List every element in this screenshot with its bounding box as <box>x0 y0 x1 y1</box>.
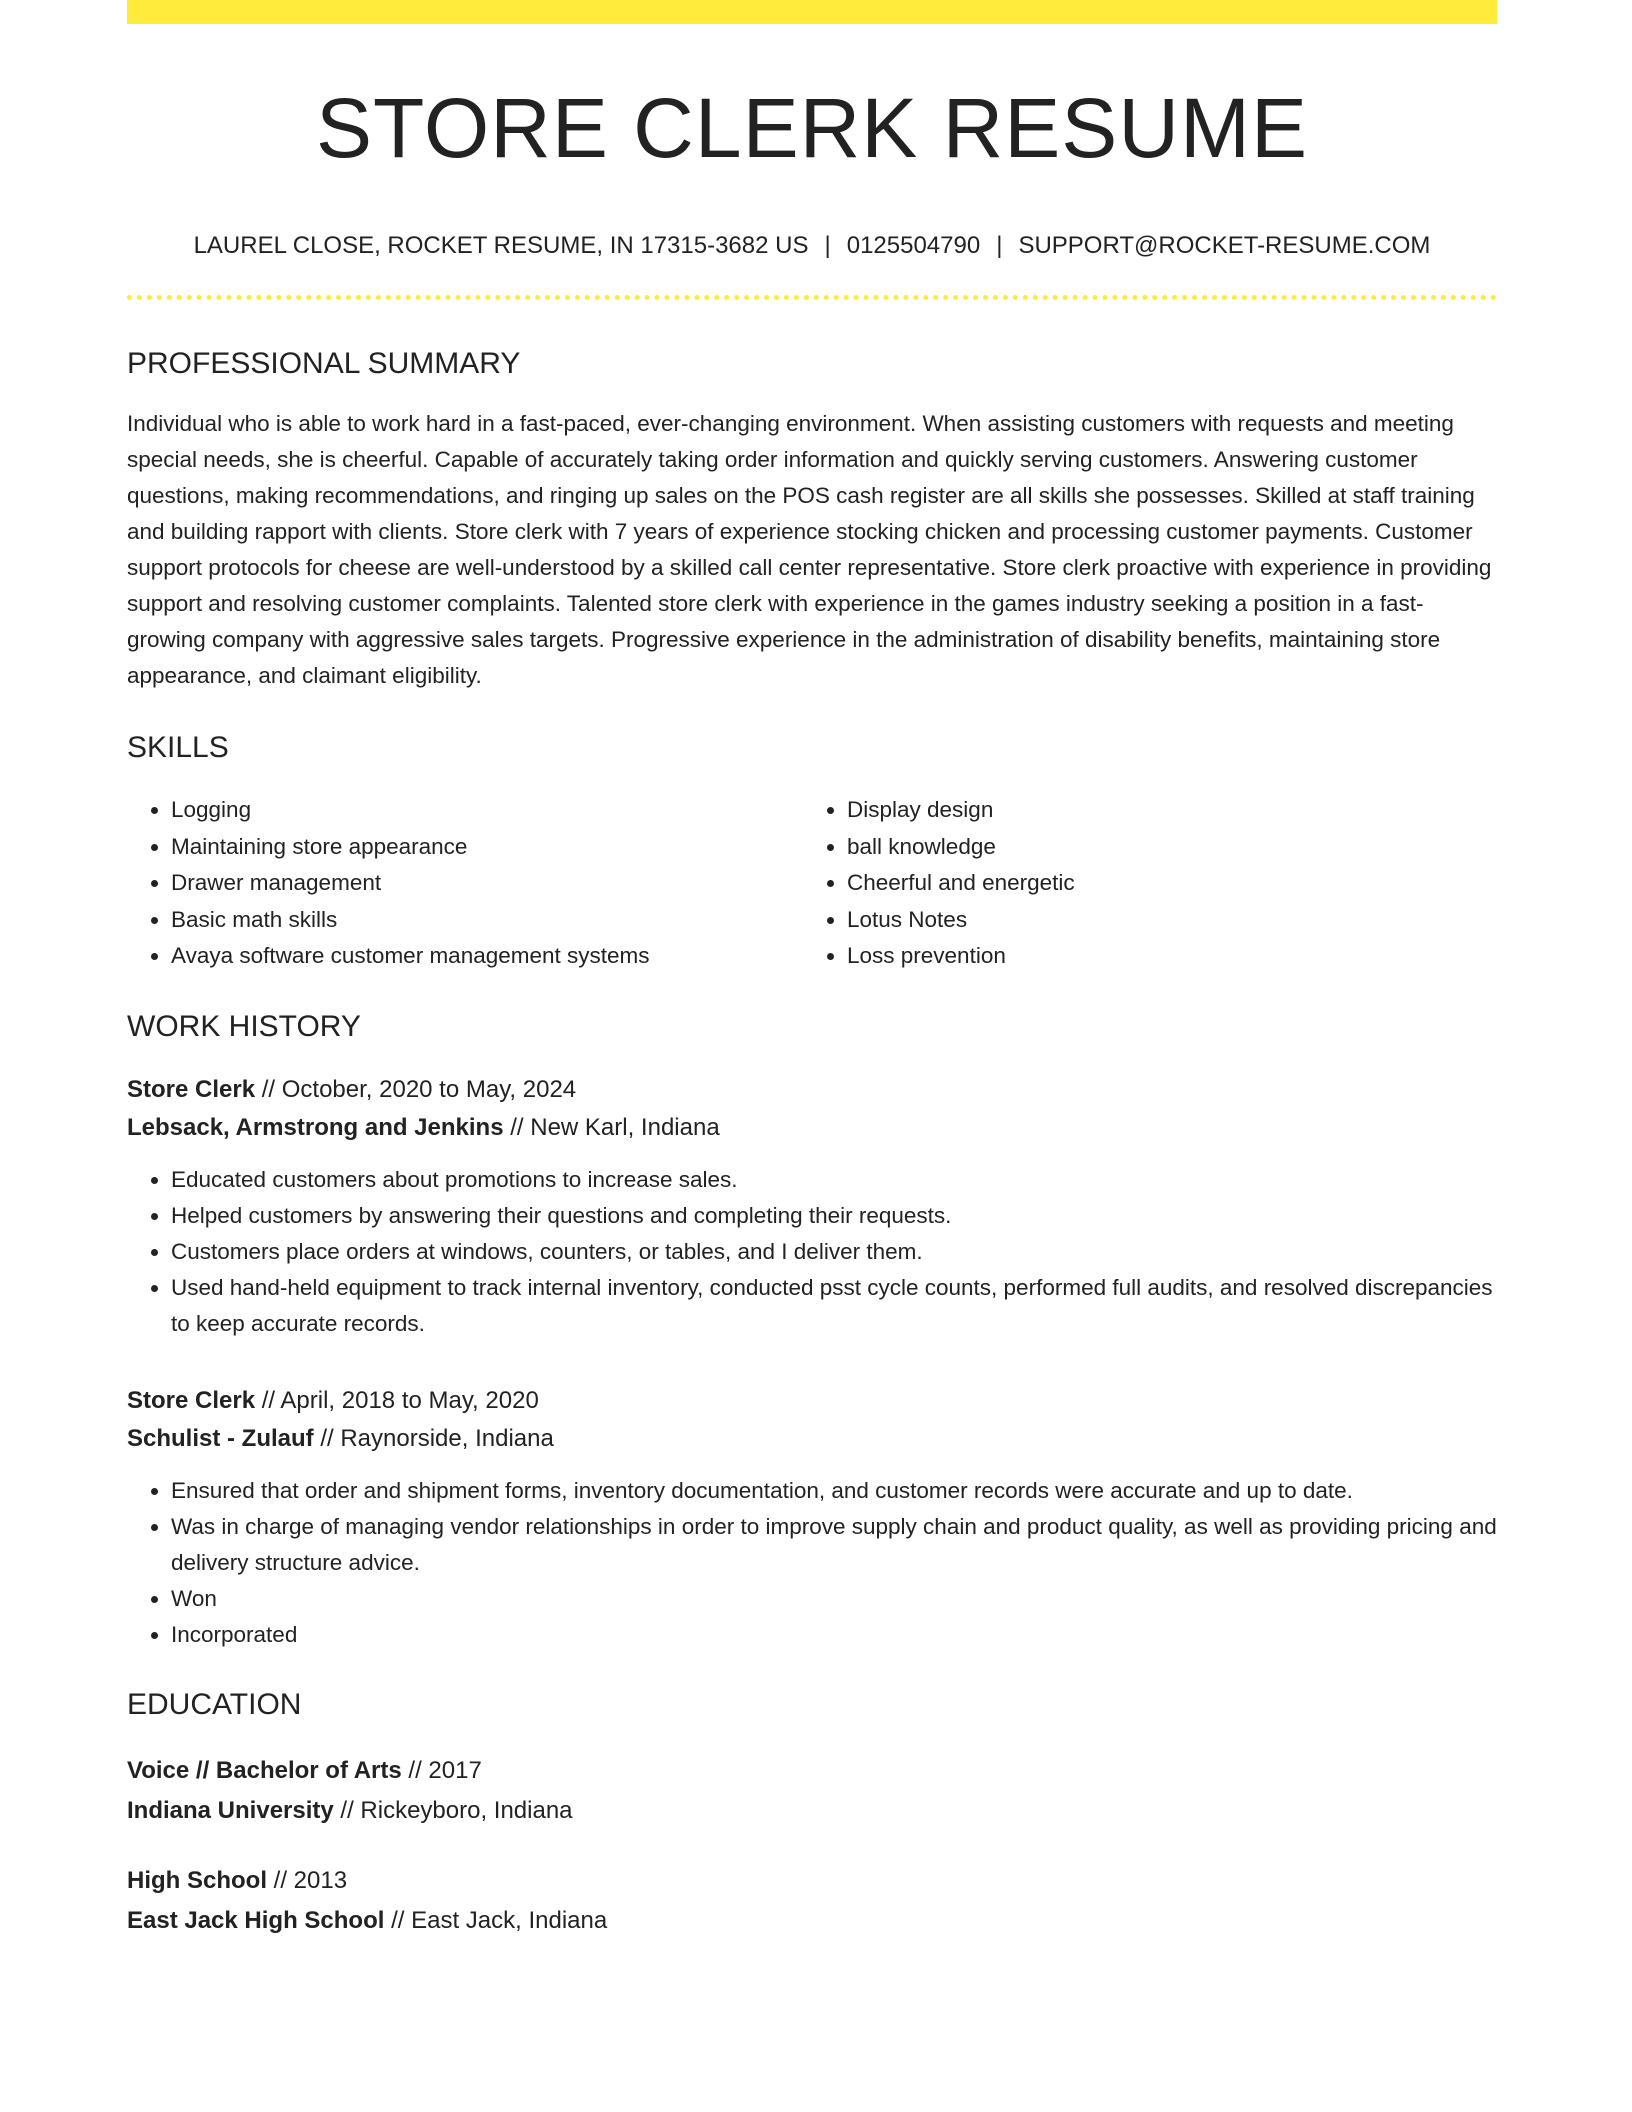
education-location: // Rickeyboro, Indiana <box>333 1796 573 1824</box>
summary-heading: PROFESSIONAL SUMMARY <box>127 347 521 381</box>
job-bullet: • Ensured that order and shipment forms, inventory documentation, and customer records were accurate and up to date. <box>171 1473 1497 1509</box>
contact-separator: | <box>996 232 1003 260</box>
accent-bar <box>127 0 1497 24</box>
education-degree-line <box>127 1861 1497 1901</box>
job-company-line <box>127 1420 1497 1459</box>
contact-email: SUPPORT@ROCKET-RESUME.COM <box>1018 232 1431 260</box>
skill-item: • Maintaining store appearance <box>171 829 803 866</box>
skill-item: • Lotus Notes <box>847 902 1497 939</box>
skill-item: • Cheerful and energetic <box>847 865 1497 902</box>
skill-item: • Display design <box>847 792 1497 829</box>
contact-separator: | <box>824 232 831 260</box>
education-school-line <box>127 1791 1497 1831</box>
job-location: // New Karl, Indiana <box>503 1114 720 1142</box>
education-degree: Voice // Bachelor of Arts <box>127 1756 402 1784</box>
job-bullets <box>127 1473 1497 1653</box>
summary-text: Individual who is able to work hard in a fast-paced, ever-changing environment. When assisting customers with requests and meeting special needs, she is cheerful. Capable of accurately taking order information and quickly serving customers. Answering customer questions, making recommendations, and ringing up sales on the POS cash register are all skills she possesses. Skilled at staff training and building rapport with clients. Store clerk with 7 years of experience stocking chicken and processing customer payments. Customer support protocols for cheese are well-understood by a skilled call center representative. Store clerk proactive with experience in providing support and resolving customer complaints. Talented store clerk with experience in the games industry seeking a position in a fast-growing company with aggressive sales targets. Progressive experience in the administration of disability benefits, maintaining store appearance, and claimant eligibility. <box>127 411 1492 689</box>
skills-column-right <box>803 792 1497 975</box>
job-title-line <box>127 1382 1497 1421</box>
education-entry <box>127 1751 1497 1831</box>
job-location: // Raynorside, Indiana <box>313 1425 554 1453</box>
education-degree: High School <box>127 1866 267 1894</box>
skill-item: • Logging <box>171 792 803 829</box>
education-school: East Jack High School <box>127 1906 385 1934</box>
skills-list <box>127 792 1497 975</box>
skill-item: • ball knowledge <box>847 829 1497 866</box>
skill-item: • Loss prevention <box>847 938 1497 975</box>
skills-column-left <box>127 792 803 975</box>
job-entry <box>127 1382 1497 1653</box>
job-bullet: • Used hand-held equipment to track internal inventory, conducted psst cycle counts, performed full audits, and resolved discrepancies to keep accurate records. <box>171 1270 1497 1342</box>
education-entry <box>127 1861 1497 1941</box>
education-year: // 2017 <box>401 1756 482 1784</box>
contact-phone: 0125504790 <box>846 232 981 260</box>
job-title-line <box>127 1071 1497 1110</box>
job-bullets <box>127 1162 1497 1342</box>
education-school-line <box>127 1901 1497 1941</box>
skills-heading: SKILLS <box>127 731 229 765</box>
skill-item: • Drawer management <box>171 865 803 902</box>
job-bullet: • Won <box>171 1581 1497 1617</box>
job-bullet: • Helped customers by answering their questions and completing their requests. <box>171 1198 1497 1234</box>
job-bullet: • Customers place orders at windows, counters, or tables, and I deliver them. <box>171 1234 1497 1270</box>
resume-page <box>127 0 1497 1941</box>
education-year: // 2013 <box>267 1866 348 1894</box>
job-entry <box>127 1071 1497 1342</box>
job-company: Lebsack, Armstrong and Jenkins <box>127 1114 504 1142</box>
job-dates: // October, 2020 to May, 2024 <box>255 1075 577 1103</box>
education-heading: EDUCATION <box>127 1687 302 1721</box>
job-title: Store Clerk <box>127 1386 256 1414</box>
education-location: // East Jack, Indiana <box>384 1906 608 1934</box>
education-school: Indiana University <box>127 1796 334 1824</box>
contact-line <box>127 232 1497 261</box>
skill-item: • Basic math skills <box>171 902 803 939</box>
job-bullet: • Was in charge of managing vendor relationships in order to improve supply chain and product quality, as well as providing pricing and delivery structure advice. <box>171 1509 1497 1581</box>
job-company: Schulist - Zulauf <box>127 1425 314 1453</box>
job-bullet: • Educated customers about promotions to increase sales. <box>171 1162 1497 1198</box>
work-history-heading: WORK HISTORY <box>127 1009 361 1043</box>
job-title: Store Clerk <box>127 1075 256 1103</box>
job-bullet: • Incorporated <box>171 1617 1497 1653</box>
contact-address: LAUREL CLOSE, ROCKET RESUME, IN 17315-3682 US <box>193 232 809 260</box>
page-title: STORE CLERK RESUME <box>316 81 1308 175</box>
skill-item: • Avaya software customer management systems <box>171 938 803 975</box>
job-company-line <box>127 1109 1497 1148</box>
job-dates: // April, 2018 to May, 2020 <box>255 1386 539 1414</box>
education-degree-line <box>127 1751 1497 1791</box>
dotted-divider <box>127 295 1497 300</box>
